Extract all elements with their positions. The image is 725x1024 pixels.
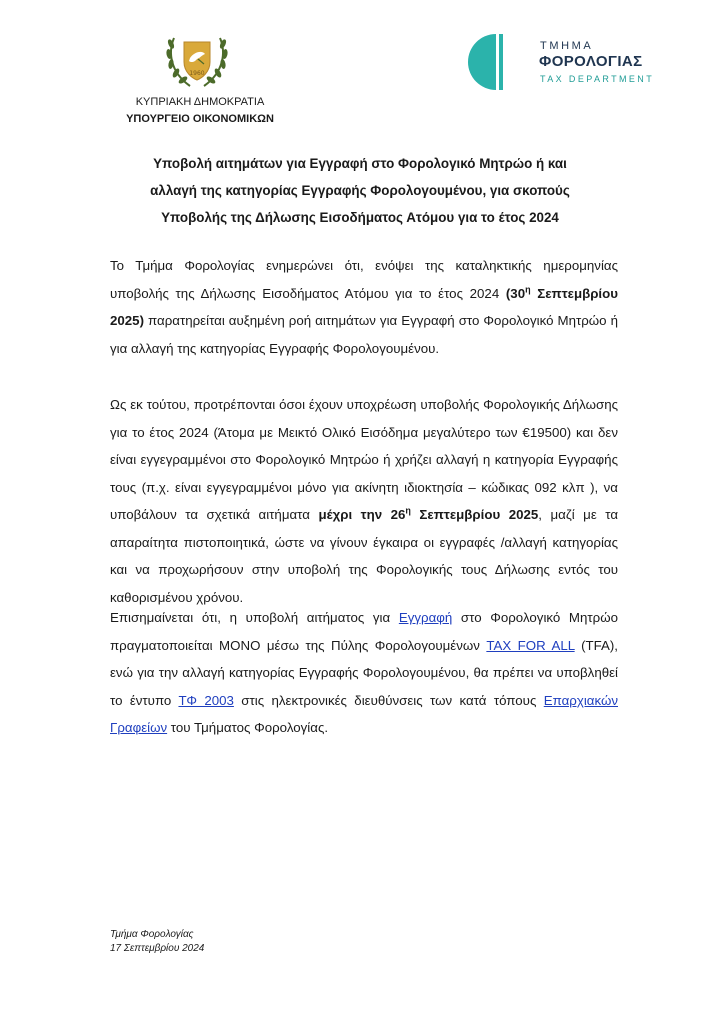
p2-bold-a: μέχρι την 26 [318, 507, 406, 522]
title-line-3: Υποβολής της Δήλωσης Εισοδήματος Ατόμου για το έτος 2024 [161, 210, 559, 225]
title-line-2: αλλαγή της κατηγορίας Εγγραφής Φορολογουμένου, για σκοπούς [150, 183, 570, 198]
document-title [100, 150, 620, 231]
p3-text-c: (TFA), ενώ για την αλλαγή κατηγορίας Εγγραφής Φορολογουμένου, θα πρέπει να υποβληθεί το έντυπο [110, 637, 619, 708]
p1-bold-b: Σεπτεμβρίου 2025) [110, 285, 618, 328]
p1-text-b: παρατηρείται αυξημένη ροή αιτημάτων για Εγγραφή στο Φορολογικό Μητρώο ή για αλλαγή της κατηγορίας Εγγραφής Φορολογουμένου. [110, 313, 618, 356]
registration-link[interactable]: Εγγραφή [398, 610, 453, 625]
paragraph-3 [110, 604, 618, 742]
p2-deadline-date [318, 507, 538, 522]
p3-text-d: στις ηλεκτρονικές διευθύνσεις των κατά τόπους [233, 692, 544, 708]
tax-for-all-link[interactable]: TAX FOR ALL [486, 637, 575, 653]
paragraph-2 [110, 391, 618, 611]
p2-text-b: , μαζί με τα απαραίτητα πιστοποιητικά, ώστε να γίνουν έγκαιρα οι εγγραφές /αλλαγή κατηγορίας και να προχωρήσουν στην υποβολή της Φορολογικής τους Δήλωσης εντός του καθορισμένου χρόνου. [110, 507, 619, 605]
ministry-header [100, 94, 300, 128]
title-line-1: Υποβολή αιτημάτων για Εγγραφή στο Φορολογικό Μητρώο ή και [153, 156, 567, 171]
logo-line-2: ΦΟΡΟΛΟΓΙΑΣ [539, 53, 643, 70]
form-tf2003-link[interactable]: ΤΦ 2003 [178, 692, 234, 708]
document-footer [110, 928, 204, 956]
svg-text:1960: 1960 [189, 70, 205, 77]
p1-text-a: Το Τμήμα Φορολογίας ενημερώνει ότι, ενόψει της καταληκτικής ημερομηνίας υποβολής της Δήλωσης Εισοδήματος Ατόμου για το έτος 2024 [110, 258, 618, 301]
p1-bold-a: (30 [505, 285, 526, 301]
district-offices-link[interactable]: Επαρχιακών Γραφείων [110, 692, 618, 735]
p3-text-a: Επισημαίνεται ότι, η υποβολή αιτήματος για [110, 610, 399, 625]
tax-department-logo [468, 32, 658, 92]
paragraph-1 [110, 252, 618, 362]
p2-bold-b: Σεπτεμβρίου 2025 [410, 507, 539, 522]
logo-line-3: TAX DEPARTMENT [540, 74, 655, 84]
logo-line-1: ΤΜΗΜΑ [540, 40, 594, 52]
p3-text-b: στο Φορολογικό Μητρώο πραγματοποιείται ΜΟΝΟ μέσω της Πύλης Φορολογουμένων [110, 610, 618, 653]
p1-sup: η [525, 284, 531, 295]
p2-text-a: Ως εκ τούτου, προτρέπονται όσοι έχουν υποχρέωση υποβολής Φορολογικής Δήλωσης για το έτος 2024 (Άτομα με Μεικτό Ολικό Εισόδημα μεγαλύτερο των €19500) και δεν είναι εγγεγραμμένοι στο Φορολογικό Μητρώο ή χρήζει αλλαγή η κατηγορία Εγγραφής τους (π.χ. είναι εγγεγραμμένοι μόνο για ακίνητη ιδιοκτησία – κώδικας 092 κλπ ), να υποβάλουν τα σχετικά αιτήματα [110, 397, 618, 522]
country-name: ΚΥΠΡΙΑΚΗ ΔΗΜΟΚΡΑΤΙΑ [135, 96, 265, 108]
ministry-name: ΥΠΟΥΡΓΕΙΟ ΟΙΚΟΝΟΜΙΚΩΝ [126, 113, 274, 125]
p2-sup: η [405, 505, 411, 516]
tax-logo-mark-icon [468, 32, 532, 92]
footer-department: Τμήμα Φορολογίας [110, 929, 194, 940]
p3-text-e: του Τμήματος Φορολογίας. [167, 720, 329, 735]
cyprus-emblem-icon [160, 28, 234, 92]
footer-date: 17 Σεπτεμβρίου 2024 [110, 943, 205, 954]
